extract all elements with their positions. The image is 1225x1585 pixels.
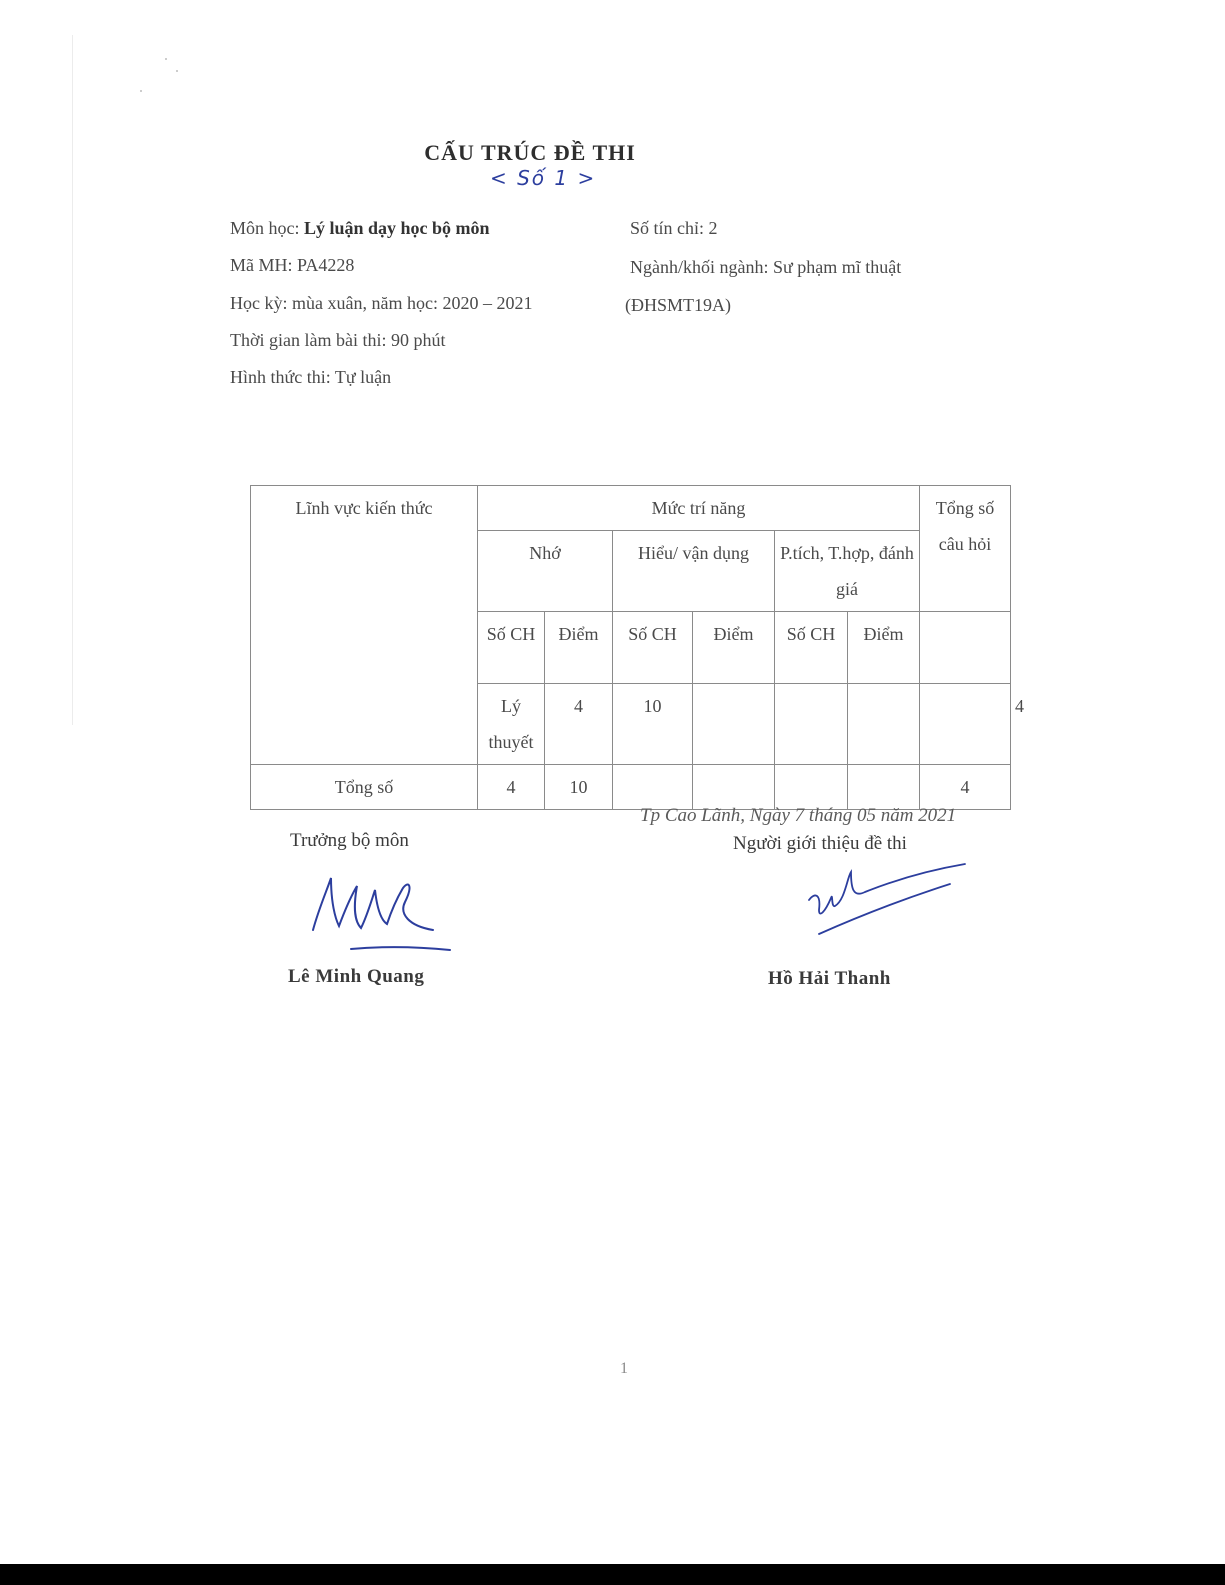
exam-form: Hình thức thi: Tự luận: [230, 367, 392, 387]
left-signature-icon: [305, 868, 455, 958]
scan-speck: [140, 90, 142, 92]
exam-structure-table: [250, 485, 1024, 810]
header-knowledge-area: Lĩnh vực kiến thức: [251, 486, 478, 765]
row-analyze-q: [848, 684, 920, 765]
scan-bottom-edge: [0, 1564, 1225, 1585]
row-remember-q: 4: [478, 765, 545, 810]
right-signer-title: Người giới thiệu đề thi: [733, 833, 907, 854]
credits: Số tín chỉ: 2: [630, 218, 718, 238]
class-code: (ĐHSMT19A): [625, 295, 731, 315]
subject-value: Lý luận dạy học bộ môn: [304, 218, 490, 238]
course-code: Mã MH: PA4228: [230, 255, 355, 275]
header-num-questions: Số CH: [613, 612, 693, 684]
right-signer-name: Hồ Hải Thanh: [768, 968, 891, 989]
row-remember-q: 4: [545, 684, 613, 765]
header-total-questions: Tổng số câu hỏi: [920, 486, 1011, 612]
left-signer-title: Trưởng bộ môn: [290, 830, 409, 851]
row-area: Tổng số: [251, 765, 478, 810]
scan-speck: [176, 70, 178, 72]
handwritten-note: < Số 1 >: [490, 166, 597, 190]
table-row: [251, 765, 1011, 810]
header-num-questions: Số CH: [478, 612, 545, 684]
right-signature-icon: [805, 858, 970, 943]
row-remember-p: 10: [545, 765, 613, 810]
row-area: Lý thuyết: [478, 684, 545, 765]
header-skill-level: Mức trí năng: [478, 486, 920, 531]
row-analyze-p: [848, 765, 920, 810]
row-understand-p: [775, 684, 848, 765]
major: Ngành/khối ngành: Sư phạm mĩ thuật: [630, 257, 902, 277]
row-total: 4: [920, 765, 1011, 810]
document-title: CẤU TRÚC ĐỀ THI: [424, 140, 636, 165]
semester: Học kỳ: mùa xuân, năm học: 2020 – 2021: [230, 293, 533, 313]
row-understand-q: [693, 684, 775, 765]
header-understand-apply: Hiểu/ vận dụng: [613, 531, 775, 612]
left-signer-name: Lê Minh Quang: [288, 966, 425, 987]
header-points: Điểm: [848, 612, 920, 684]
page-number: 1: [620, 1360, 628, 1377]
header-points: Điểm: [545, 612, 613, 684]
row-understand-q: [613, 765, 693, 810]
row-understand-p: [693, 765, 775, 810]
scan-edge: [72, 35, 73, 725]
subject-label: Môn học:: [230, 218, 304, 238]
empty-cell: [920, 612, 1011, 684]
scan-speck: [165, 58, 167, 60]
date-line: Tp Cao Lãnh, Ngày 7 tháng 05 năm 2021: [640, 805, 957, 826]
table-row: Lý thuyết 4 10 4: [251, 684, 1011, 765]
row-analyze-p: [920, 684, 1011, 765]
exam-duration: Thời gian làm bài thi: 90 phút: [230, 330, 446, 350]
header-remember: Nhớ: [478, 531, 613, 612]
header-num-questions: Số CH: [775, 612, 848, 684]
header-analyze: P.tích, T.hợp, đánh giá: [775, 531, 920, 612]
row-remember-p: 10: [613, 684, 693, 765]
row-analyze-q: [775, 765, 848, 810]
subject-line: [230, 218, 490, 239]
header-points: Điểm: [693, 612, 775, 684]
